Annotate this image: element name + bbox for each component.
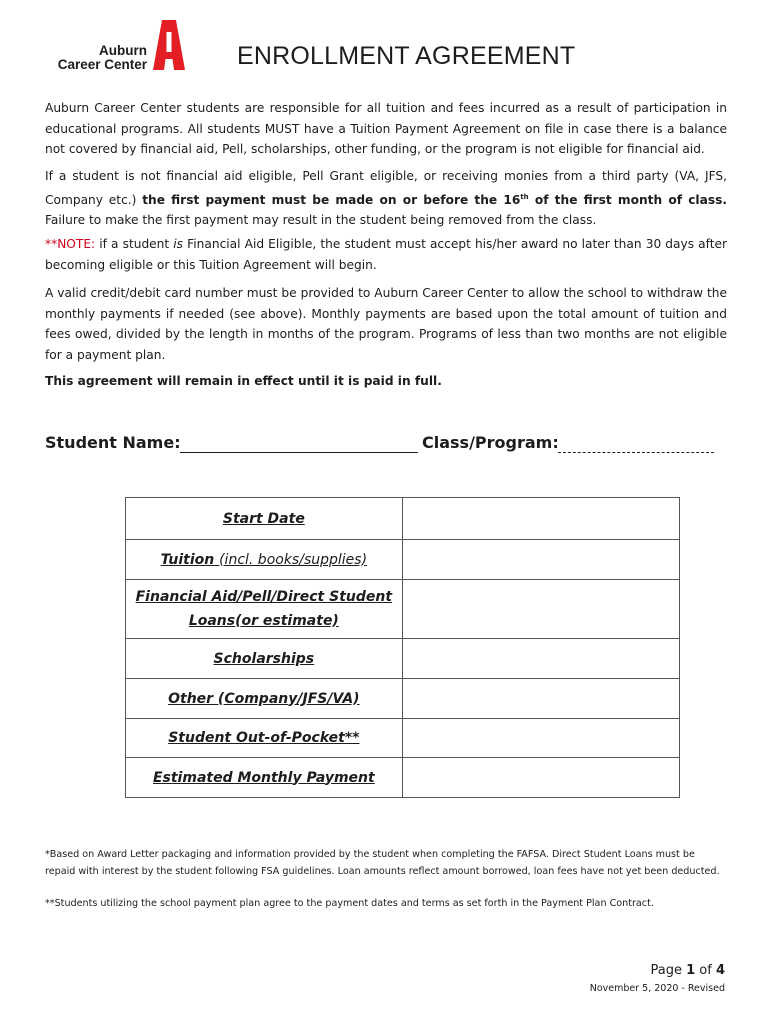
class-program-field[interactable]: [558, 452, 714, 453]
table-row-financial-aid: [126, 580, 680, 639]
row-label-financial-aid: [126, 580, 403, 639]
p2-start: If a student is not financial aid eligible, Pell Grant eligible, or receiving monies from a third party (VA, JFS, Company etc.): [45, 169, 727, 207]
table-row-start-date: [126, 498, 680, 540]
financial-aid-label-2: Loans(or estimate): [188, 613, 339, 629]
page-total: 4: [715, 963, 725, 978]
paragraph-effect: This agreement will remain in effect until it is paid in full.: [45, 374, 442, 388]
row-label: Student Out-of-Pocket**: [126, 719, 403, 758]
paragraph-first-payment: [45, 166, 727, 231]
logo-a-mark-icon: [153, 20, 185, 70]
page-of: of: [695, 963, 716, 978]
start-date-field[interactable]: [402, 498, 679, 540]
footnote-payment-plan: **Students utilizing the school payment plan agree to the payment dates and terms as set forth in the Payment Plan Contract.: [45, 898, 654, 909]
table-row-tuition: [126, 540, 680, 580]
class-program-label: Class/Program:: [422, 433, 559, 452]
monthly-payment-field[interactable]: [402, 758, 679, 798]
logo-line-1: Auburn: [99, 43, 147, 58]
financial-aid-field[interactable]: [402, 580, 679, 639]
financial-aid-label-1: Financial Aid/Pell/Direct Student: [135, 589, 393, 605]
tuition-field[interactable]: [402, 540, 679, 580]
p2-bold-2: of the first month of class.: [528, 192, 727, 207]
paragraph-responsibility: Auburn Career Center students are responsible for all tuition and fees incurred as a result of participation in educational programs. All students MUST have a Tuition Payment Agreement on file in case there is a balance not covered by financial aid, Pell, scholarships, other funding, or the program is not eligible for financial aid.: [45, 101, 727, 156]
student-name-field[interactable]: [180, 452, 418, 453]
row-label-tuition: [126, 540, 403, 580]
out-of-pocket-field[interactable]: [402, 719, 679, 758]
page-number: [651, 963, 726, 978]
p2-superscript: th: [520, 192, 529, 201]
p2-bold: the first payment must be made on or before the 16: [142, 192, 521, 207]
row-label: Scholarships: [126, 639, 403, 679]
paragraph-note: [45, 234, 727, 275]
page-title: ENROLLMENT AGREEMENT: [237, 42, 576, 70]
paragraph-credit-card: A valid credit/debit card number must be provided to Auburn Career Center to allow the school to withdraw the monthly payments if needed (see above). Monthly payments are based upon the total amount of tuition and fees owed, divided by the length in months of the program. Programs of less than two months are not eligible for a payment plan.: [45, 286, 727, 362]
p2-end: Failure to make the first payment may result in the student being removed from the class.: [45, 213, 597, 228]
auburn-career-center-logo: [50, 20, 185, 72]
logo-line-2: Career Center: [57, 57, 147, 72]
tuition-sub-label: (incl. books/supplies): [219, 551, 368, 568]
p3-a: if a student: [95, 237, 174, 251]
footnote-award-letter: *Based on Award Letter packaging and information provided by the student when completing the FAFSA. Direct Student Loans must be repaid with interest by the student following FSA guidelines. Loan amounts reflect amount borrowed, loan fees have not yet been deducted.: [45, 849, 720, 877]
p3-b: Financial Aid Eligible, the student must accept his/her award no later than 30 days after becoming eligible or this Tuition Agreement will begin.: [45, 237, 728, 272]
revision-date: November 5, 2020 - Revised: [589, 983, 725, 994]
row-label: Estimated Monthly Payment: [126, 758, 403, 798]
row-label: Start Date: [126, 498, 403, 540]
student-name-label: Student Name:: [45, 433, 181, 452]
p3-is: is: [173, 237, 184, 251]
table-row-out-of-pocket: [126, 719, 680, 758]
note-label: **NOTE:: [45, 237, 96, 251]
tuition-table: [125, 497, 680, 798]
other-funding-field[interactable]: [402, 679, 679, 719]
table-row-other: [126, 679, 680, 719]
row-label: Other (Company/JFS/VA): [126, 679, 403, 719]
scholarships-field[interactable]: [402, 639, 679, 679]
tuition-label: Tuition: [160, 551, 215, 568]
page-prefix: Page: [650, 963, 687, 978]
table-row-scholarships: [126, 639, 680, 679]
table-row-monthly-payment: [126, 758, 680, 798]
page-current: 1: [686, 963, 696, 978]
